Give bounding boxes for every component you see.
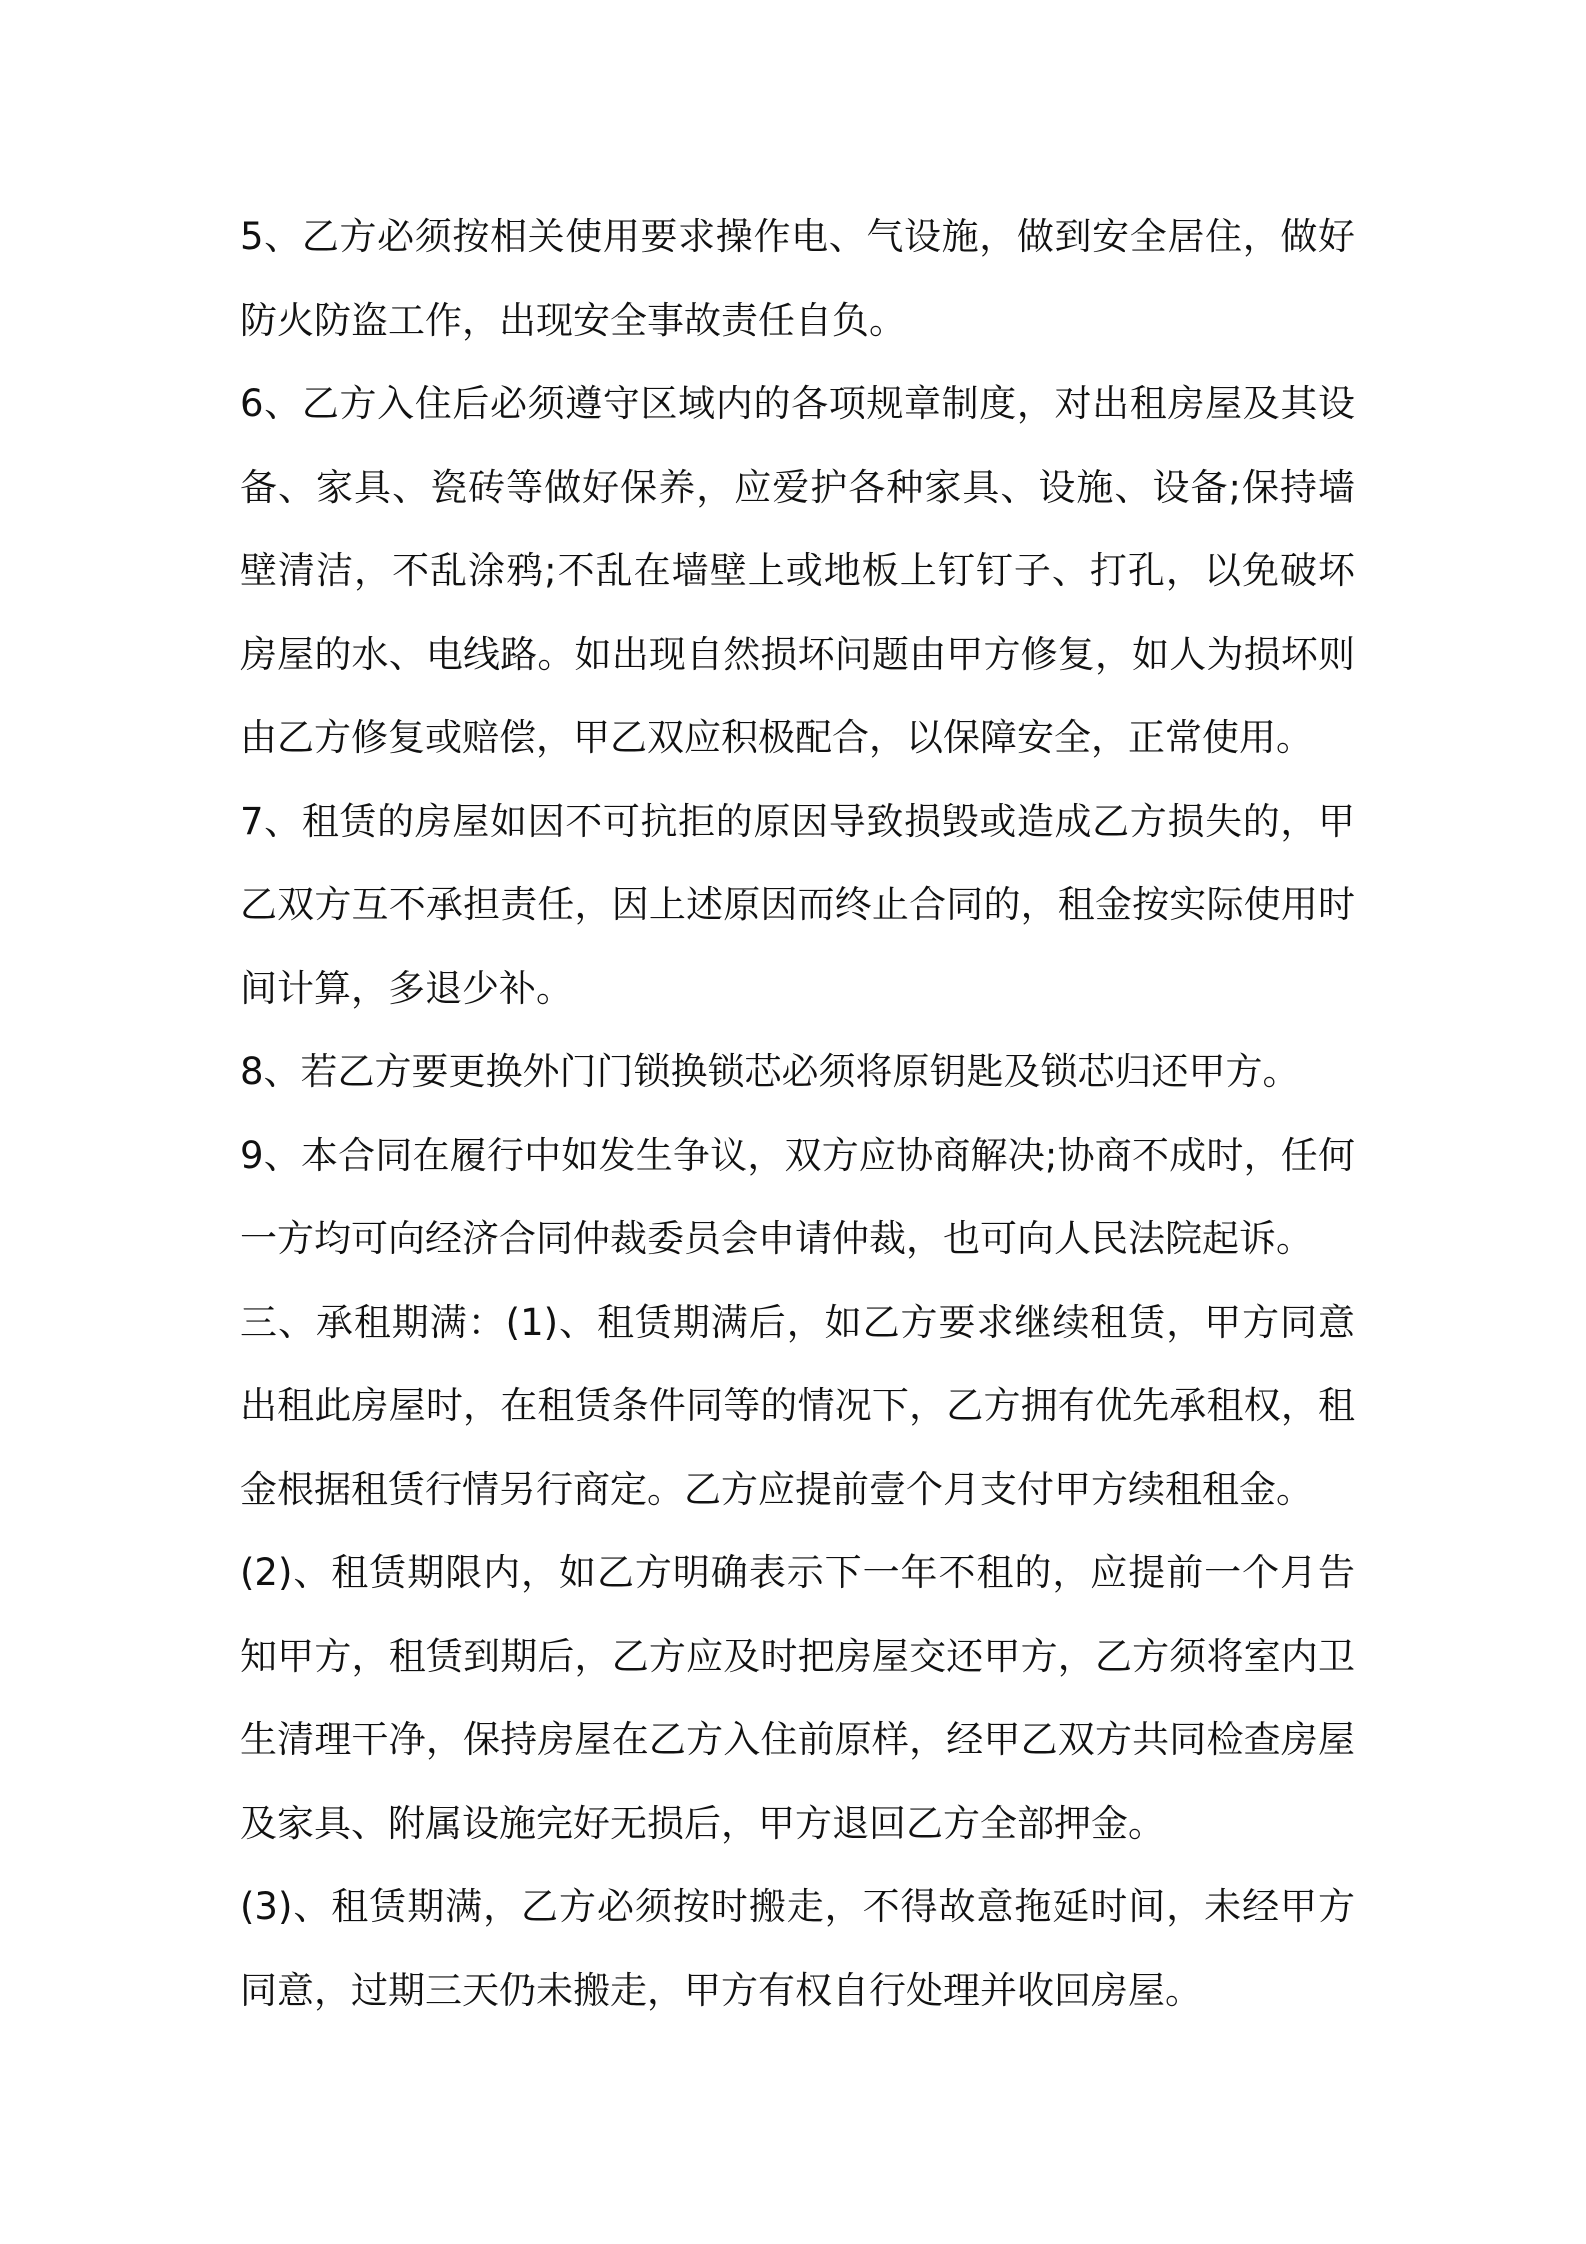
clause-8: 8、若乙方要更换外门门锁换锁芯必须将原钥匙及锁芯归还甲方。 — [240, 1050, 1300, 1093]
clause-5: 5、乙方必须按相关使用要求操作电、气设施，做到安全居住，做好防火防盗工作，出现安全事故责任自负。 — [240, 215, 1355, 342]
section-3-lease-expiry-1: 三、承租期满：(1)、租赁期满后，如乙方要求继续租赁，甲方同意出租此房屋时，在租赁条件同等的情况下，乙方拥有优先承租权，租金根据租赁行情另行商定。乙方应提前壹个月支付甲方续租租金。 — [240, 1300, 1355, 1511]
section-3-lease-expiry-3: (3)、租赁期满，乙方必须按时搬走，不得故意拖延时间，未经甲方同意，过期三天仍未搬走，甲方有权自行处理并收回房屋。 — [240, 1885, 1355, 2012]
section-3-lease-expiry-2: (2)、租赁期限内，如乙方明确表示下一年不租的，应提前一个月告知甲方，租赁到期后，乙方应及时把房屋交还甲方，乙方须将室内卫生清理干净，保持房屋在乙方入住前原样，经甲乙双方共同检查房屋及家具、附属设施完好无损后，甲方退回乙方全部押金。 — [240, 1551, 1355, 1845]
clause-7: 7、租赁的房屋如因不可抗拒的原因导致损毁或造成乙方损失的，甲乙双方互不承担责任，因上述原因而终止合同的，租金按实际使用时间计算，多退少补。 — [240, 799, 1355, 1010]
clause-6: 6、乙方入住后必须遵守区域内的各项规章制度，对出租房屋及其设备、家具、瓷砖等做好保养，应爱护各种家具、设施、设备;保持墙壁清洁，不乱涂鸦;不乱在墙壁上或地板上钉钉子、打孔，以免破坏房屋的水、电线路。如出现自然损坏问题由甲方修复，如人为损坏则由乙方修复或赔偿，甲乙双应积极配合，以保障安全，正常使用。 — [240, 382, 1355, 759]
clause-9: 9、本合同在履行中如发生争议，双方应协商解决;协商不成时，任何一方均可向经济合同仲裁委员会申请仲裁，也可向人民法院起诉。 — [240, 1133, 1355, 1260]
contract-page — [240, 195, 1355, 2032]
